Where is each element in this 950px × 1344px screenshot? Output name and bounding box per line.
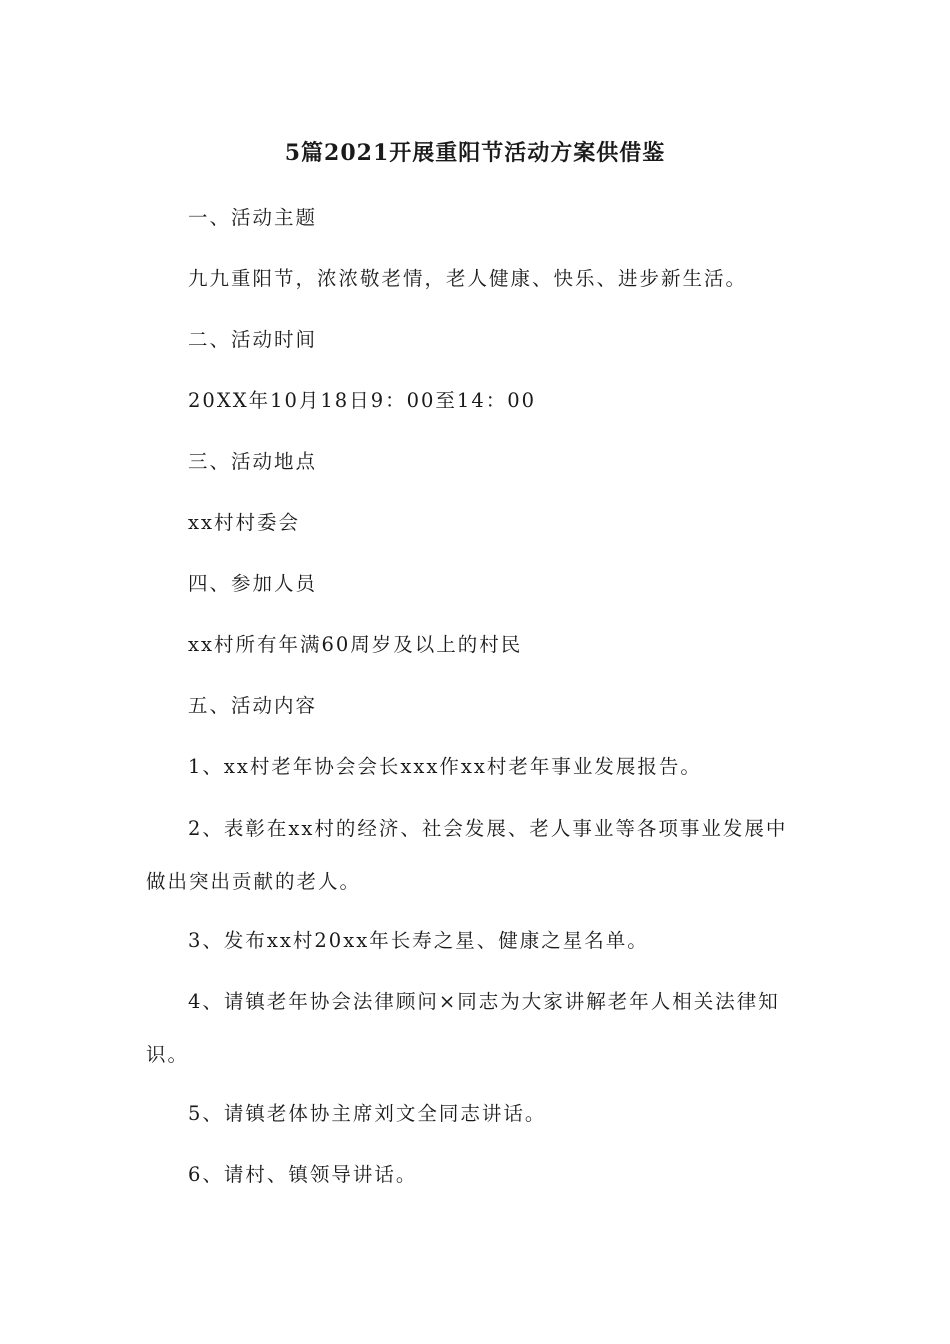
paragraph-location: xx村村委会 bbox=[188, 511, 300, 534]
list-item-2: 2、表彰在xx村的经济、社会发展、老人事业等各项事业发展中做出突出贡献的老人。 bbox=[146, 817, 788, 893]
document-title: 5篇2021开展重阳节活动方案供借鉴 bbox=[284, 140, 666, 166]
section-heading-theme: 一、活动主题 bbox=[188, 206, 318, 229]
section-heading-time: 二、活动时间 bbox=[188, 328, 318, 351]
list-item-6: 6、请村、镇领导讲话。 bbox=[188, 1163, 418, 1186]
section-heading-participants: 四、参加人员 bbox=[188, 572, 318, 595]
paragraph-participants: xx村所有年满60周岁及以上的村民 bbox=[188, 633, 523, 656]
list-item-4: 4、请镇老年协会法律顾问×同志为大家讲解老年人相关法律知识。 bbox=[146, 990, 780, 1066]
paragraph-time: 20XX年10月18日9：00至14：00 bbox=[188, 389, 537, 412]
list-item-1: 1、xx村老年协会会长xxx作xx村老年事业发展报告。 bbox=[188, 755, 702, 778]
list-item-5: 5、请镇老体协主席刘文全同志讲话。 bbox=[188, 1102, 547, 1125]
list-item-3: 3、发布xx村20xx年长寿之星、健康之星名单。 bbox=[188, 929, 649, 952]
section-heading-location: 三、活动地点 bbox=[188, 450, 318, 473]
section-heading-content: 五、活动内容 bbox=[188, 694, 318, 717]
paragraph-theme: 九九重阳节，浓浓敬老情，老人健康、快乐、进步新生活。 bbox=[188, 267, 748, 290]
